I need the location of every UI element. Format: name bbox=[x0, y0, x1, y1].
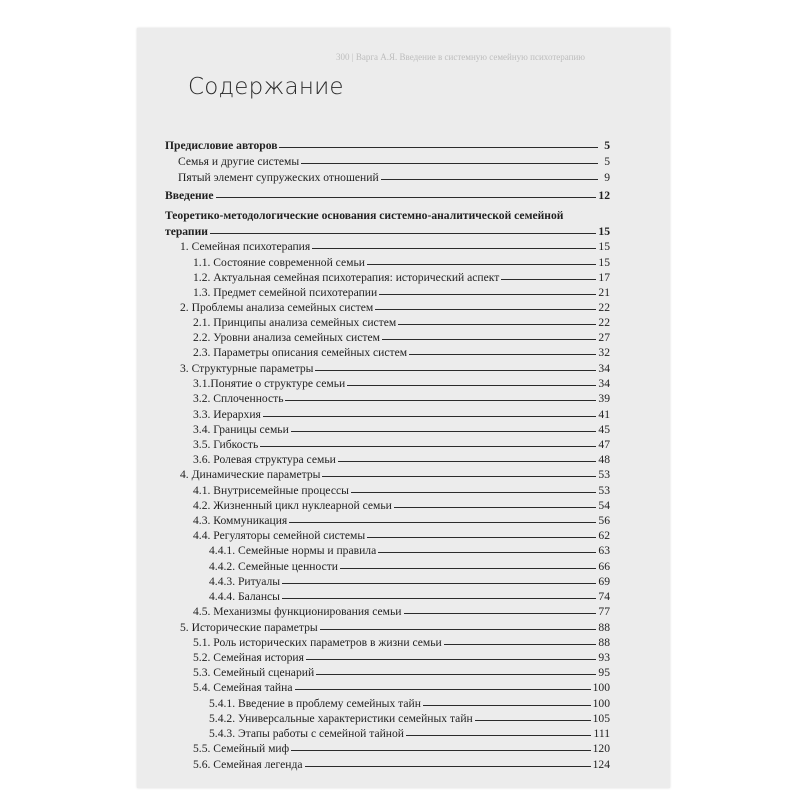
toc-entry bbox=[180, 467, 610, 482]
toc-page-number: 111 bbox=[593, 727, 610, 740]
toc-entry-title: 3.6. Ролевая структура семьи bbox=[193, 453, 336, 466]
toc-entry bbox=[193, 452, 610, 467]
toc-entry-title: 4.4. Регуляторы семейной системы bbox=[193, 529, 366, 542]
toc-entry bbox=[193, 422, 610, 437]
toc-entry-title: 5.4. Семейная тайна bbox=[193, 681, 293, 694]
toc-leader-line bbox=[406, 735, 591, 736]
toc-entry bbox=[193, 741, 610, 756]
toc-leader-line bbox=[394, 507, 597, 508]
toc-page-number: 41 bbox=[598, 408, 610, 421]
toc-entry-title: 3.5. Гибкость bbox=[193, 438, 259, 451]
toc-entry bbox=[209, 711, 610, 726]
toc-leader-line bbox=[475, 720, 591, 721]
toc-page-number: 63 bbox=[598, 544, 610, 557]
toc-entry bbox=[178, 170, 610, 185]
toc-leader-line bbox=[375, 309, 596, 310]
toc-entry bbox=[193, 437, 610, 452]
toc-leader-line bbox=[263, 416, 597, 417]
toc-leader-line bbox=[210, 233, 596, 234]
toc-entry bbox=[209, 574, 610, 589]
toc-entry bbox=[209, 589, 610, 604]
toc-entry bbox=[193, 407, 610, 422]
toc-page-number: 32 bbox=[598, 346, 610, 359]
toc-page-number: 69 bbox=[598, 575, 610, 588]
toc-entry bbox=[193, 483, 610, 498]
toc-entry bbox=[178, 154, 610, 169]
toc-entry bbox=[209, 726, 610, 741]
toc-leader-line bbox=[216, 197, 597, 198]
toc-entry-title: 4.5. Механизмы функционирования семьи bbox=[193, 605, 402, 618]
toc-page-number: 22 bbox=[598, 301, 610, 314]
toc-entry-title: 3.2. Сплоченность bbox=[193, 392, 284, 405]
toc-entry-title: 5.2. Семейная история bbox=[193, 651, 304, 664]
toc-page-number: 34 bbox=[598, 377, 610, 390]
toc-page-number: 15 bbox=[598, 225, 610, 238]
toc-entry-title: 4.4.1. Семейные нормы и правила bbox=[209, 544, 377, 557]
toc-leader-line bbox=[381, 179, 598, 180]
toc-entry-title: Теоретико-методологические основания системно-аналитической семейной bbox=[165, 209, 564, 222]
toc-leader-line bbox=[367, 264, 596, 265]
toc-page-number: 21 bbox=[598, 286, 610, 299]
toc-entry-title: 3.4. Границы семьи bbox=[193, 423, 289, 436]
toc-leader-line bbox=[382, 339, 596, 340]
toc-entry bbox=[165, 188, 610, 203]
toc-entry-title: 5. Исторические параметры bbox=[180, 621, 318, 634]
toc-entry-title: 5.3. Семейный сценарий bbox=[193, 666, 315, 679]
toc-leader-line bbox=[404, 613, 597, 614]
toc-entry bbox=[193, 255, 610, 270]
toc-page-number: 66 bbox=[598, 560, 610, 573]
toc-entry bbox=[193, 604, 610, 619]
toc-entry bbox=[193, 285, 610, 300]
toc-entry-title: 4.1. Внутрисемейные процессы bbox=[193, 484, 349, 497]
toc-entry bbox=[165, 138, 610, 153]
toc-leader-line bbox=[320, 629, 597, 630]
toc-entry-title: 4.4.4. Балансы bbox=[209, 590, 280, 603]
toc-entry bbox=[180, 620, 610, 635]
toc-leader-line bbox=[260, 446, 596, 447]
toc-entry bbox=[209, 543, 610, 558]
toc-entry-title: 5.4.3. Этапы работы с семейной тайной bbox=[209, 727, 405, 740]
toc-entry bbox=[193, 345, 610, 360]
toc-page-number: 5 bbox=[604, 139, 610, 152]
bleed-through-header: 300 | Варга А.Я. Введение в системную семейную психотерапию bbox=[336, 52, 585, 62]
toc-entry bbox=[193, 376, 610, 391]
toc-page-number: 17 bbox=[598, 271, 610, 284]
toc-page-number: 88 bbox=[598, 621, 610, 634]
toc-page-number: 22 bbox=[598, 316, 610, 329]
toc-page-number: 48 bbox=[598, 453, 610, 466]
toc-leader-line bbox=[322, 476, 596, 477]
toc-entry-title: 4.4.3. Ритуалы bbox=[209, 575, 281, 588]
toc-entry-title: 2.1. Принципы анализа семейных систем bbox=[193, 316, 397, 329]
toc-leader-line bbox=[501, 279, 596, 280]
toc-leader-line bbox=[340, 568, 596, 569]
toc-leader-line bbox=[295, 689, 591, 690]
toc-leader-line bbox=[367, 537, 596, 538]
toc-page-number: 27 bbox=[598, 331, 610, 344]
toc-page-number: 93 bbox=[598, 651, 610, 664]
toc-leader-line bbox=[423, 705, 591, 706]
toc-entry bbox=[180, 300, 610, 315]
toc-leader-line bbox=[282, 583, 596, 584]
toc-page-number: 95 bbox=[598, 666, 610, 679]
toc-page-number: 56 bbox=[598, 514, 610, 527]
toc-page-number: 34 bbox=[598, 362, 610, 375]
toc-entry bbox=[193, 513, 610, 528]
toc-entry bbox=[193, 665, 610, 680]
toc-entry-title: 4. Динамические параметры bbox=[180, 468, 321, 481]
toc-entry bbox=[193, 330, 610, 345]
toc-leader-line bbox=[378, 552, 596, 553]
toc-page-number: 120 bbox=[592, 742, 610, 755]
toc-entry-title: 1. Семейная психотерапия bbox=[180, 240, 311, 253]
toc-entry-title: 2.2. Уровни анализа семейных систем bbox=[193, 331, 380, 344]
toc-leader-line bbox=[316, 674, 596, 675]
toc-leader-line bbox=[301, 163, 598, 164]
toc-page-number: 105 bbox=[592, 712, 610, 725]
toc-page-number: 53 bbox=[598, 468, 610, 481]
toc-entry bbox=[209, 696, 610, 711]
toc-entry bbox=[193, 315, 610, 330]
toc-entry bbox=[193, 270, 610, 285]
toc-page-number: 62 bbox=[598, 529, 610, 542]
toc-entry-title: 2. Проблемы анализа семейных систем bbox=[180, 301, 374, 314]
toc-entry-title: Пятый элемент супружеских отношений bbox=[178, 171, 379, 184]
toc-entry bbox=[165, 208, 610, 223]
toc-entry-title: 5.4.2. Универсальные характеристики семейных тайн bbox=[209, 712, 473, 725]
toc-entry bbox=[209, 559, 610, 574]
toc-entry-title: 4.4.2. Семейные ценности bbox=[209, 560, 338, 573]
toc-entry-title: 1.2. Актуальная семейная психотерапия: исторический аспект bbox=[193, 271, 500, 284]
toc-entry-title: 5.6. Семейная легенда bbox=[193, 758, 303, 771]
toc-entry bbox=[193, 757, 610, 772]
toc-entry-title: 1.3. Предмет семейной психотерапии bbox=[193, 286, 378, 299]
toc-leader-line bbox=[338, 461, 597, 462]
toc-page-number: 15 bbox=[598, 240, 610, 253]
toc-page-number: 5 bbox=[604, 155, 610, 168]
toc-leader-line bbox=[285, 400, 596, 401]
toc-leader-line bbox=[282, 598, 596, 599]
toc-entry-title: 3. Структурные параметры bbox=[180, 362, 314, 375]
toc-entry-title: 2.3. Параметры описания семейных систем bbox=[193, 346, 408, 359]
toc-entry bbox=[193, 635, 610, 650]
toc-entry-title: терапии bbox=[165, 225, 208, 238]
toc-page-number: 100 bbox=[592, 681, 610, 694]
toc-page-number: 124 bbox=[592, 758, 610, 771]
toc-page-number: 39 bbox=[598, 392, 610, 405]
toc-entry-title: Семья и другие системы bbox=[178, 155, 300, 168]
toc-leader-line bbox=[289, 522, 596, 523]
toc-entry-title: 1.1. Состояние современной семьи bbox=[193, 256, 365, 269]
toc-leader-line bbox=[305, 766, 591, 767]
toc-entry bbox=[165, 224, 610, 239]
toc-entry-title: 5.4.1. Введение в проблему семейных тайн bbox=[209, 697, 421, 710]
toc-leader-line bbox=[379, 294, 596, 295]
toc-entry bbox=[180, 239, 610, 254]
toc-entry-title: Введение bbox=[165, 189, 214, 202]
toc-page-number: 45 bbox=[598, 423, 610, 436]
toc-entry-title: 3.3. Иерархия bbox=[193, 408, 261, 421]
toc-page-number: 88 bbox=[598, 636, 610, 649]
toc-page-number: 9 bbox=[604, 171, 610, 184]
toc-leader-line bbox=[306, 659, 596, 660]
toc-entry bbox=[193, 498, 610, 513]
toc-leader-line bbox=[347, 385, 596, 386]
toc-leader-line bbox=[351, 492, 596, 493]
toc-page-number: 77 bbox=[598, 605, 610, 618]
toc-leader-line bbox=[398, 324, 596, 325]
toc-page-number: 54 bbox=[598, 499, 610, 512]
toc-entry-title: 4.2. Жизненный цикл нуклеарной семьи bbox=[193, 499, 392, 512]
toc-entry-title: 3.1.Понятие о структуре семьи bbox=[193, 377, 346, 390]
toc-entry bbox=[193, 528, 610, 543]
toc-entry-title: 5.1. Роль исторических параметров в жизни семьи bbox=[193, 636, 442, 649]
toc-page-number: 15 bbox=[598, 256, 610, 269]
page-title: Содержание bbox=[188, 74, 344, 100]
toc-entry-title: 4.3. Коммуникация bbox=[193, 514, 288, 527]
toc-leader-line bbox=[444, 644, 597, 645]
toc-entry-title: 5.5. Семейный миф bbox=[193, 742, 290, 755]
toc-entry bbox=[193, 391, 610, 406]
toc-page-number: 12 bbox=[598, 189, 610, 202]
toc-leader-line bbox=[312, 248, 596, 249]
toc-entry bbox=[193, 650, 610, 665]
toc-page-number: 100 bbox=[592, 697, 610, 710]
toc-leader-line bbox=[315, 370, 596, 371]
toc-leader-line bbox=[279, 147, 598, 148]
toc-page-number: 47 bbox=[598, 438, 610, 451]
toc-leader-line bbox=[409, 354, 596, 355]
toc-leader-line bbox=[291, 750, 590, 751]
toc-entry bbox=[193, 680, 610, 695]
toc-entry-title: Предисловие авторов bbox=[165, 139, 278, 152]
toc-entry bbox=[180, 361, 610, 376]
toc-page-number: 53 bbox=[598, 484, 610, 497]
toc-page-number: 74 bbox=[598, 590, 610, 603]
toc-leader-line bbox=[291, 431, 597, 432]
